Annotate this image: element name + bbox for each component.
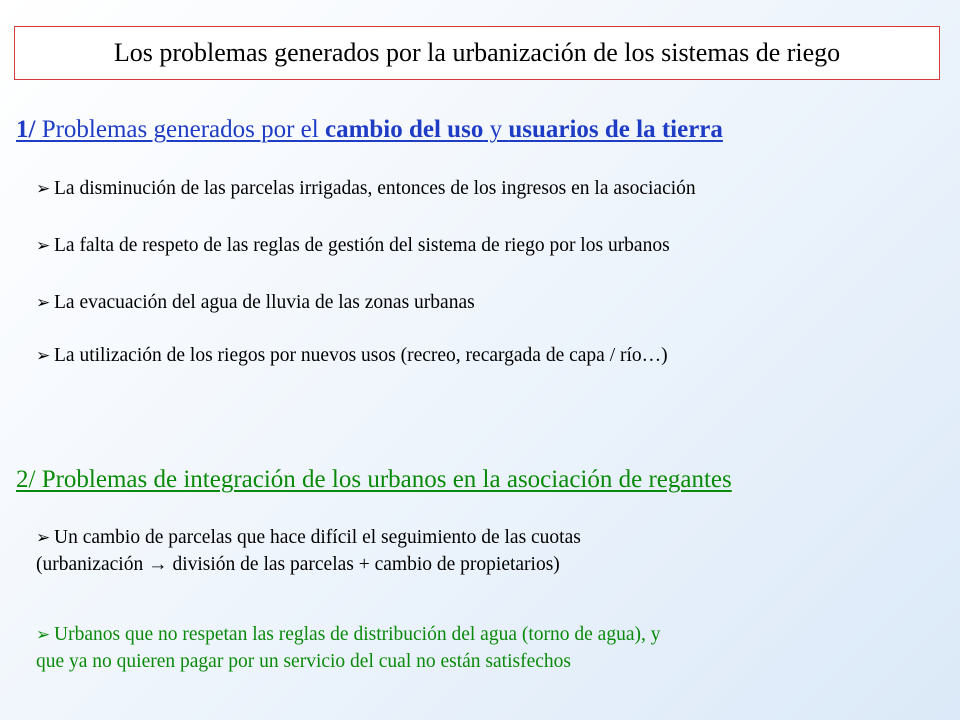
bullet-item [36, 175, 696, 202]
bullet-item [36, 342, 668, 369]
bullet-item [36, 232, 670, 259]
bullet-arrow-icon: ➢ [36, 236, 51, 255]
bullet-arrow-icon: ➢ [36, 346, 51, 365]
bullet-item [36, 621, 660, 675]
bullet-arrow-icon: ➢ [36, 528, 51, 547]
section1-heading [16, 116, 723, 144]
bullet-text-line2: que ya no quieren pagar por un servicio del cual no están satisfechos [36, 651, 571, 672]
section1-pre: Problemas generados por el [35, 116, 325, 143]
section1-bold1: cambio del uso [324, 116, 484, 143]
title-box [14, 26, 940, 80]
bullet-text: La disminución de las parcelas irrigadas, entonces de los ingresos en la asociación [54, 178, 696, 199]
bullet-item [36, 289, 475, 316]
bullet-item [36, 524, 581, 578]
right-arrow-icon: → [148, 554, 168, 575]
section1-mid: y [483, 116, 509, 143]
section1-bold2: usuarios de la tierra [508, 116, 723, 143]
bullet-text: Un cambio de parcelas que hace difícil el seguimiento de las cuotas [54, 527, 581, 548]
section1-number: 1/ [16, 116, 36, 143]
bullet-text-line2b: división de las parcelas + cambio de propietarios) [167, 554, 560, 575]
bullet-text: La evacuación del agua de lluvia de las zonas urbanas [54, 292, 475, 313]
bullet-arrow-icon: ➢ [36, 179, 51, 198]
section2-text: Problemas de integración de los urbanos en la asociación de regantes [35, 466, 732, 493]
bullet-text-line2a: (urbanización [36, 554, 149, 575]
section2-number: 2/ [16, 466, 36, 493]
bullet-text: Urbanos que no respetan las reglas de distribución del agua (torno de agua), y [54, 624, 661, 645]
bullet-arrow-icon: ➢ [36, 625, 51, 644]
bullet-text: La falta de respeto de las reglas de gestión del sistema de riego por los urbanos [54, 235, 670, 256]
bullet-arrow-icon: ➢ [36, 293, 51, 312]
slide-title: Los problemas generados por la urbanización de los sistemas de riego [113, 38, 841, 67]
bullet-text: La utilización de los riegos por nuevos usos (recreo, recargada de capa / río…) [54, 345, 668, 366]
section2-heading [16, 466, 732, 494]
